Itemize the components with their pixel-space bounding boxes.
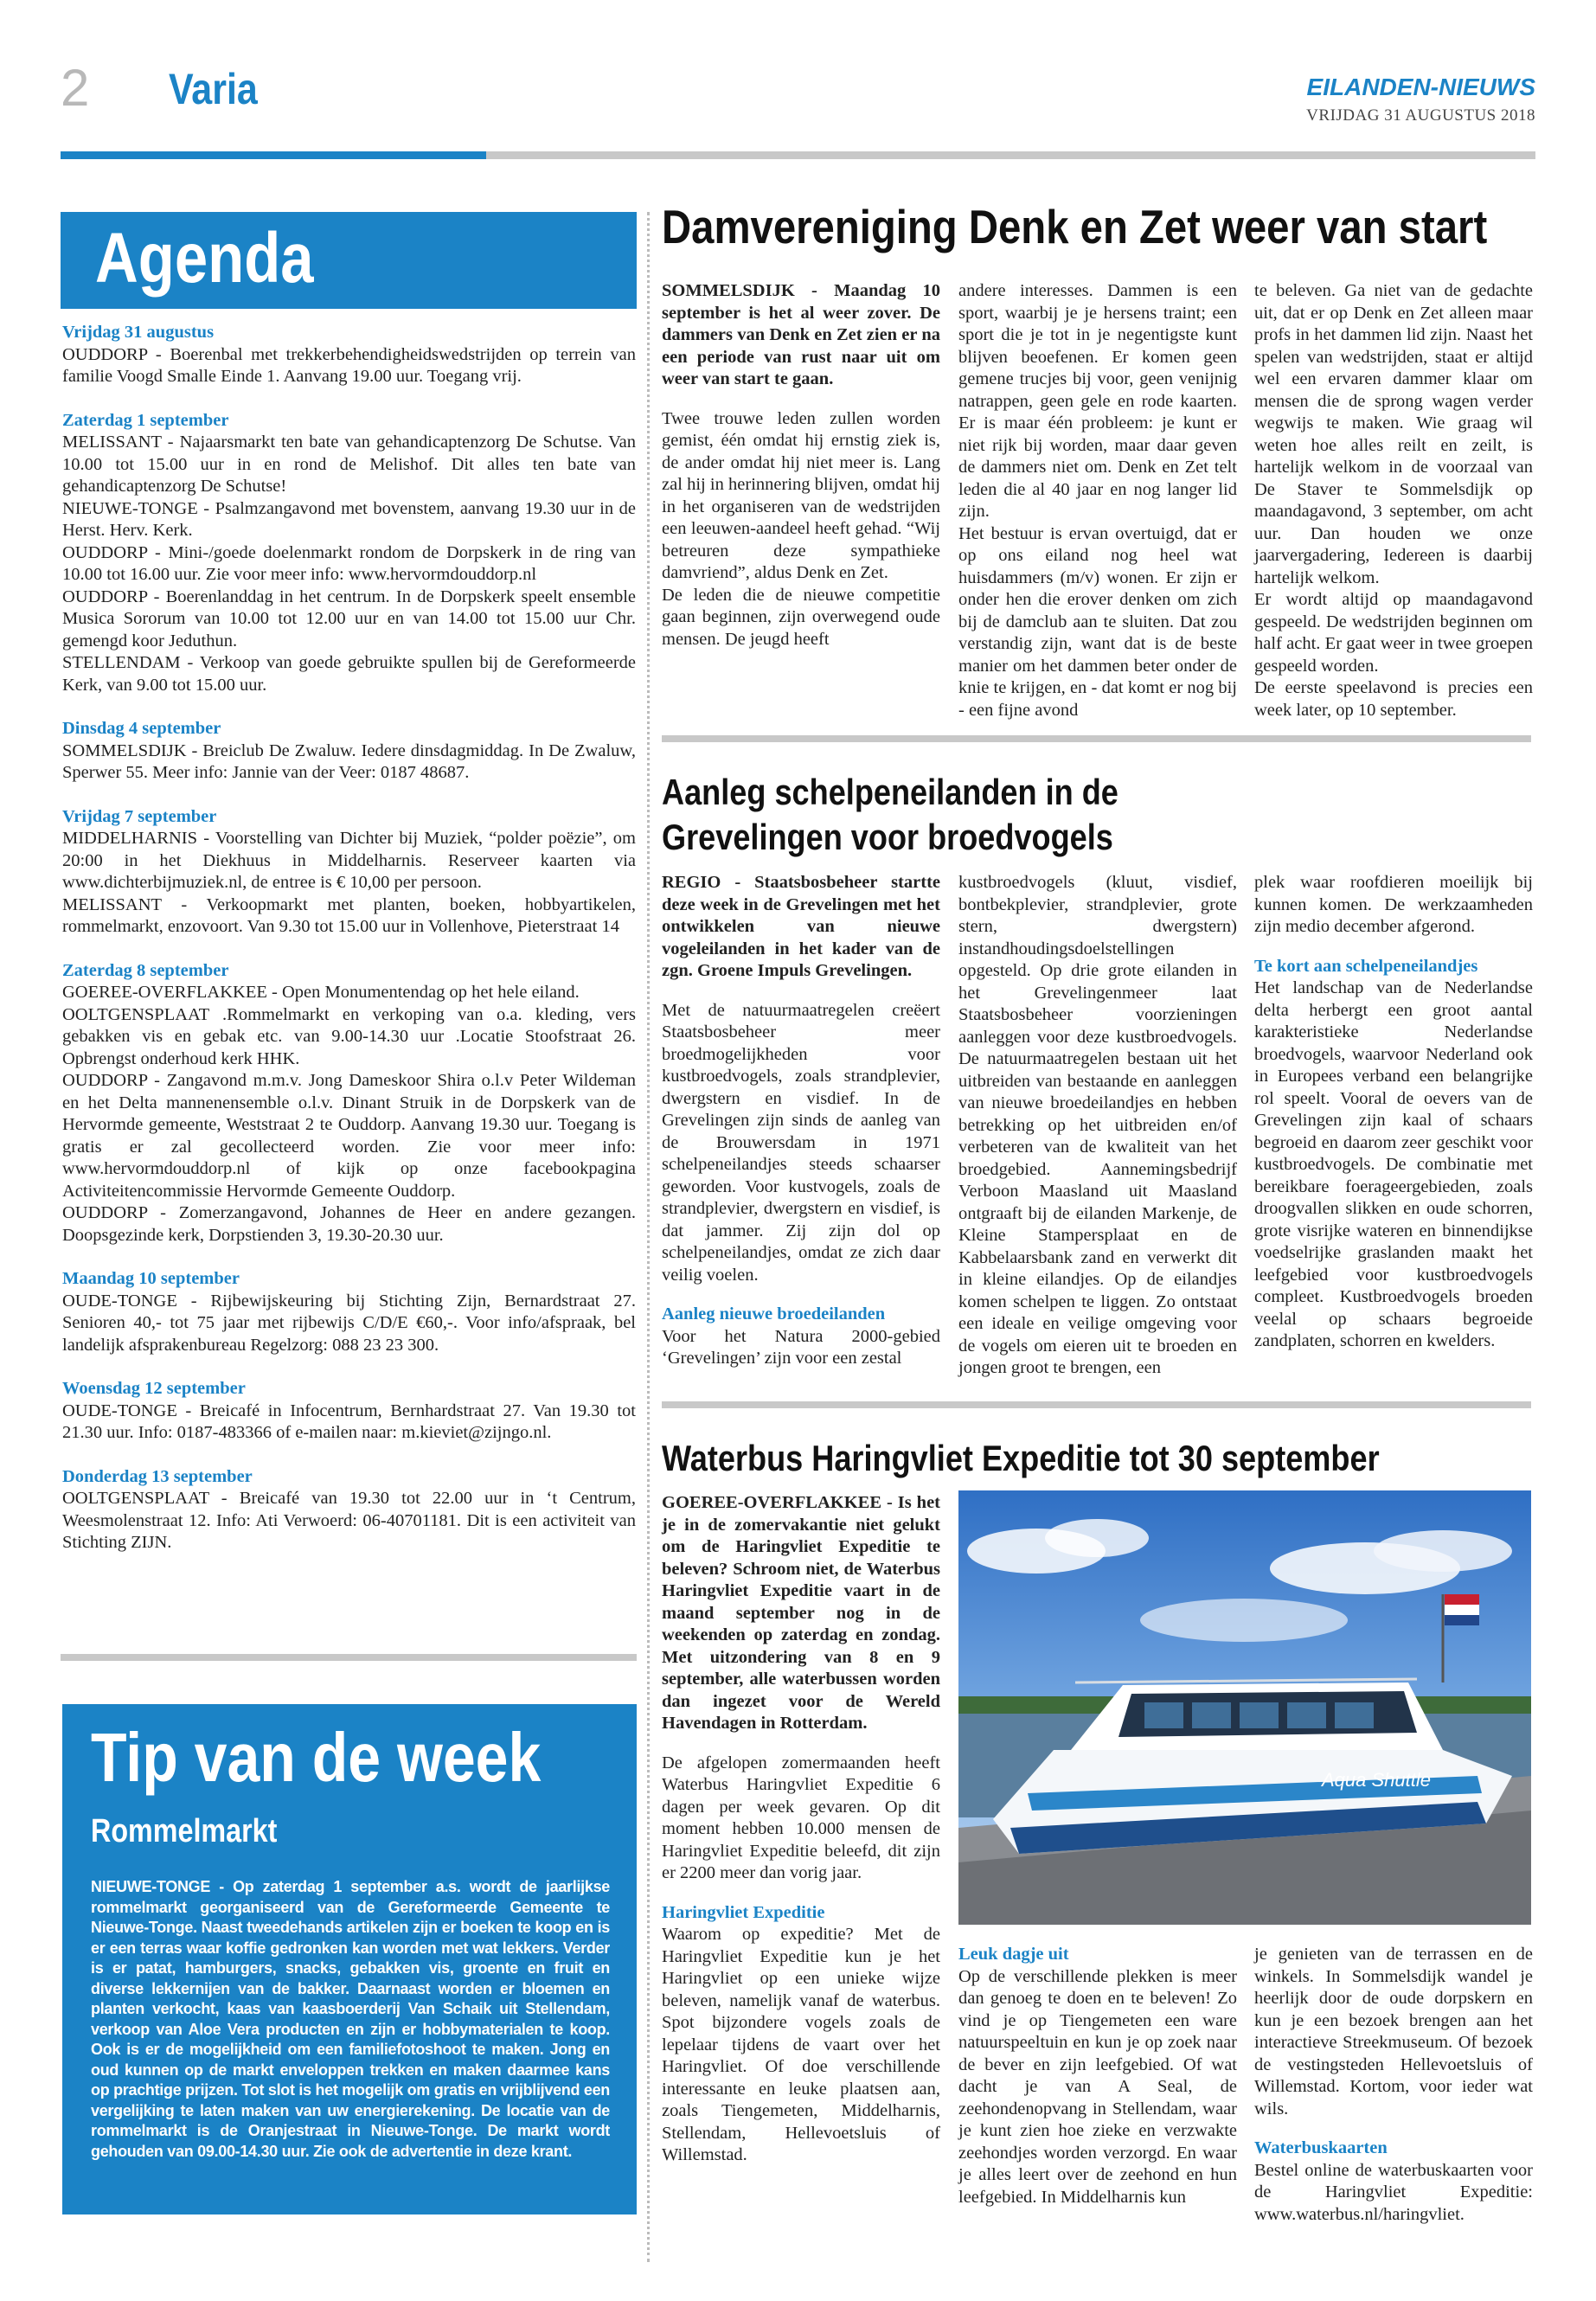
article2-col1 (662, 872, 940, 1370)
boat-name: Aqua Shuttle (1322, 1769, 1431, 1791)
article3-para: je genieten van de terrassen en de winkels. In Sommelsdijk wandel je heerlijk door de oude dorpskern en kun je een bezoek brengen aan het interactieve Streekmuseum. Of bezoek de vestingsteden Hellevoetsluis of Willemstad. Kortom, voor ieder wat wils. (1254, 1945, 1533, 2118)
masthead-logo: EILANDEN-NIEUWS (1306, 74, 1535, 100)
article1-headline: Damvereniging Denk en Zet weer van start (662, 200, 1488, 253)
article2-para: Met de natuurmaatregelen creëert Staatsbosbeheer meer broedmogelijkheden voor kustbroedvogels, zoals strandplevier, dwergstern en visdief. In de Grevelingen zijn sinds de aanleg van de Brouwersdam in 1971 schelpeneilandjes steeds schaarser geworden. Voor kustvogels, zoals de strandplevier, dwergstern en visdief, is dat jammer. Zij zijn dol op schelpeneilandjes, omdat ze zich daar veilig voelen. (662, 1000, 940, 1285)
article3-lead: GOEREE-OVERFLAKKEE - Is het je in de zomervakantie niet gelukt om de Haringvliet Expeditie te beleven? Schroom niet, de Waterbus Haringvliet Expeditie vaart in de maand september nog in de weekenden op zaterdag en zondag. Met uitzondering van 8 en 9 september, alle waterbussen worden dan ingezet voor de Wereld Havendagen in Rotterdam. (662, 1493, 940, 1733)
issue-date: VRIJDAG 31 AUGUSTUS 2018 (1306, 106, 1535, 125)
article2-col3 (1254, 872, 1533, 1353)
agenda-item: GOEREE-OVERFLAKKEE - Open Monumentendag op het hele eiland. (62, 983, 580, 1002)
agenda-list (62, 322, 636, 1554)
agenda-day-heading: Maandag 10 september (62, 1269, 240, 1288)
article1-lead: SOMMELSDIJK - Maandag 10 september is het al weer zover. De dammers van Denk en Zet zien er na een periode van rust naar uit om weer van start te gaan. (662, 281, 940, 388)
agenda-day-heading: Woensdag 12 september (62, 1379, 246, 1398)
article3-col1 (662, 1492, 940, 2167)
article3-subhead: Haringvliet Expeditie (662, 1902, 825, 1922)
agenda-item: MELISSANT - Verkoopmarkt met planten, boeken, hobbyartikelen, rommelmarkt, enzovoort. Van 9.30 tot 15.00 uur in Vollenhove, Pieterstraat 14 (62, 894, 636, 936)
agenda-item: OUDDORP - Boerenbal met trekkerbehendigheidswedstrijden op terrein van familie Voogd Smalle Einde 1. Aanvang 19.00 uur. Toegang vrij. (62, 344, 636, 386)
agenda-day-heading: Vrijdag 7 september (62, 806, 217, 826)
article1-para: Het bestuur is ervan overtuigd, dat er op ons eiland nog heel wat huisdammers (m/v) wonen. Er zijn er onder hen die erover denken om zich bij de damclub aan te sluiten. Dat zou verstandig zijn, want dat is de beste manier om het dammen beter onder de knie te krijgen, en - dat komt er nog bij - een fijne avond (958, 523, 1237, 720)
article3-para: Op de verschillende plekken is meer dan genoeg te doen en te beleven! Zo vind je op Tiengemeten een ware natuurspeeltuin en kun je op zoek naar de bever en zijn leefgebied. Of wat dacht je van A Seal, de zeehondenopvang in Stellendam, waar je kunt zien hoe zieke en verzwakte zeehondjes worden verzorgd. En waar je alles leert over de zeehond en hun leefgebied. In Middelharnis kun (958, 1966, 1237, 2207)
article2-para: kustbroedvogels (kluut, visdief, bontbekplevier, strandplevier, grote stern, dwergstern) instandhoudingsdoelstellingen opgesteld. Op drie grote eilanden in het Grevelingenmeer laat Staatsbosbeheer voorzieningen aanleggen voor deze kustbroedvogels. De natuurmaatregelen bestaan uit het uitbreiden van bestaande en aanleggen van nieuwe broedeilandjes en hebben betrekking op het uitbreiden en/of verbeteren van de kwaliteit van het broedgebied. Aannemingsbedrijf Verboon Maasland uit Maasland ontgraaft bij de eilanden Markenje, de Kleine Stampersplaat en de Kabbelaarsbank zand en verwerkt dit in kleine eilandjes. Op de eilandjes komen schelpen te liggen. Zo ontstaat een ideale en veilige omgeving voor de vogels om eieren uit te broeden en jongen groot te brengen, een (958, 873, 1237, 1377)
agenda-item: SOMMELSDIJK - Breiclub De Zwaluw. Iedere dinsdagmiddag. In De Zwaluw, Sperwer 55. Meer info: Jannie van der Veer: 0187 48687. (62, 740, 636, 782)
article2-headline: Aanleg schelpeneilanden in de Grevelingen voor broedvogels (662, 772, 1118, 857)
tip-text: NIEUWE-TONGE - Op zaterdag 1 september a.s. wordt de jaarlijkse rommelmarkt georganiseerd van de Gereformeerde Gemeente te Nieuwe-Tonge. Naast tweedehands artikelen zijn er boeken te koop en is er een terras waar koffie gedronken kan worden met wat lekkers. Verder is er patat, hamburgers, snacks, gebakken vis, groente en fruit en diverse lekkernijen van de bakker. Daarnaast worden er bloemen en planten verkocht, kaas van kaasboerderij Van Schaik uit Stellendam, verkoop van Aloe Vera producten en zijn er hobbymaterialen te koop. Ook is er de mogelijkheid om een familiefotoshoot te maken. Jong en oud kunnen op de markt enveloppen trekken en maken daarmee kans op prachtige prijzen. Tot slot is het mogelijk om gratis en vrijblijvend een vergelijking te laten maken van uw energierekening. De locatie van de rommelmarkt is de Oranjestraat in Nieuwe-Tonge. De markt wordt gehouden van 09.00-14.30 uur. Zie ook de advertentie in deze krant. (91, 1878, 610, 2160)
agenda-day-heading: Vrijdag 31 augustus (62, 323, 215, 342)
article2-col2 (958, 872, 1237, 1380)
agenda-day-heading: Zaterdag 8 september (62, 960, 229, 980)
article1-para: Er wordt altijd op maandagavond gespeeld. De wedstrijden beginnen om half acht. Er gaat weer in twee groepen gespeeld worden. (1254, 590, 1533, 676)
article3-para: De afgelopen zomermaanden heeft Waterbus Haringvliet Expeditie 6 dagen per week gevaren. Op dit moment hebben 10.000 mensen de Haringvliet Expeditie beleefd, dit zijn er 2200 meer dan vorig jaar. (662, 1753, 940, 1882)
article2-bottom-rule (662, 1401, 1531, 1408)
article2-para: plek waar roofdieren moeilijk bij kunnen komen. De werkzaamheden zijn medio december afgerond. (1254, 873, 1533, 936)
agenda-item: OUDE-TONGE - Breicafé in Infocentrum, Bernhardstraat 27. Van 19.30 tot 21.30 uur. Info: 0187-483366 of e-mailen naar: m.kieviet@zijngo.nl. (62, 1400, 636, 1442)
header-rule-accent (61, 151, 486, 159)
article3-para: Waarom op expeditie? Met de Haringvliet Expeditie kun je het Haringvliet op een unieke wijze beleven, namelijk vanaf de waterbus. Spot bijzondere vogels zoals de lepelaar tijdens de vaart over het Haringvliet. Of doe verschillende interessante en leuke plaatsen aan, zoals Tiengemeten, Middelharnis, Stellendam, Hellevoetsluis of Willemstad. (662, 1925, 940, 2164)
article3-col3 (1254, 1944, 1533, 2226)
agenda-item: OOLTGENSPLAAT - Breicafé van 19.30 tot 22.00 uur in ‘t Centrum, Weesmolenstraat 12. Info: Ati Verwoerd: 06-40701181. Dit is een activiteit van Stichting ZIJN. (62, 1489, 636, 1552)
article1-para: De leden die de nieuwe competitie gaan beginnen, zijn overwegend oude mensen. De jeugd heeft (662, 585, 940, 649)
agenda-item: MELISSANT - Najaarsmarkt ten bate van gehandicaptenzorg De Schutse. Van 10.00 tot 15.00 uur in en rond de Melishof. Dit alles ten bate van gehandicaptenzorg De Schutse! (62, 433, 636, 496)
column-separator (647, 212, 650, 2262)
article2-subhead: Te kort aan schelpeneilandjes (1254, 956, 1478, 976)
article1-col1 (662, 280, 940, 651)
article1-para: Twee trouwe leden zullen worden gemist, één omdat hij ernstig ziek is, de ander omdat hij niet meer is. Lang zal hij in herinnering blijven, omdat hij in het organiseren van de wedstrijden een leeuwen-aandeel heeft gehad. “Wij betreuren deze sympathieke damvriend”, aldus Denk en Zet. (662, 408, 940, 582)
agenda-day-heading: Dinsdag 4 september (62, 719, 221, 738)
agenda-item: OUDDORP - Zomerzangavond, Johannes de Heer en andere gezangen. Doopsgezinde kerk, Dorpstienden 3, 19.30-20.30 uur. (62, 1203, 636, 1245)
article3-para: Bestel online de waterbuskaarten voor de Haringvliet Expeditie: www.waterbus.nl/haringvliet. (1254, 2160, 1533, 2224)
article3-subhead: Leuk dagje uit (958, 1945, 1069, 1964)
agenda-item: OUDDORP - Boerenlanddag in het centrum. In de Dorpskerk speelt ensemble Musica Sororum van 10.00 tot 12.00 uur en van 14.00 tot 15.00 uur Chr. gemengd koor Jeduthun. (62, 586, 636, 651)
agenda-item: OUDDORP - Mini-/goede doelenmarkt rondom de Dorpskerk in de ring van 10.00 tot 16.00 uur. Zie voor meer info: www.hervormdouddorp.nl (62, 542, 636, 584)
waterbus-photo (958, 1490, 1531, 1925)
article2-subhead: Aanleg nieuwe broedeilanden (662, 1304, 886, 1324)
article3-col2 (958, 1944, 1237, 2208)
article1-col3 (1254, 280, 1533, 721)
page-number: 2 (61, 59, 90, 117)
agenda-day-heading: Zaterdag 1 september (62, 410, 229, 430)
agenda-item: STELLENDAM - Verkoop van goede gebruikte spullen bij de Gereformeerde Kerk, van 9.00 tot 15.00 uur. (62, 653, 636, 695)
article1-bottom-rule (662, 735, 1531, 742)
article1-para: andere interesses. Dammen is een sport, waarbij je je hersens traint; een sport die je tot in je negentigste kunt blijven beoefenen. Er komen geen gemene trucjes bij voor, geen venijnig natrappen, geen gele en rode kaarten. Er is maar één probleem: je kunt er niet rijk bij worden, maar daar geven de dammers niet om. Denk en Zet telt leden die al 40 jaar en nog langer lid zijn. (958, 281, 1237, 521)
agenda-item: OOLTGENSPLAAT .Rommelmarkt en verkoping van o.a. kleding, vers gebakken vis en gebak etc. van 9.00-14.30 uur .Locatie Stoofstraat 26. Opbrengst onderhoud kerk HHK. (62, 1004, 636, 1068)
agenda-day-heading: Donderdag 13 september (62, 1466, 253, 1486)
article2-lead: REGIO - Staatsbosbeheer startte deze week in de Grevelingen met het ontwikkelen van nieuwe vogeleilanden in het kader van de zgn. Groene Impuls Grevelingen. (662, 873, 940, 980)
section-title: Varia (169, 65, 258, 113)
article2-para: Het landschap van de Nederlandse delta herbergt een groot aantal karakteristieke Nederlandse broedvogels, waarvoor Nederland ook in Europees verband een belangrijke rol speelt. Vooral de oevers van de Grevelingen zijn kaal of schaars begroeid en daarom zeer geschikt voor kustbroedvogels. De combinatie met bereikbare foerageergebieden, zoals droogvallen slikken en oude schorren, grote visrijke wateren en binnendijkse voedselrijke graslanden maakt het leefgebied voor kustbroedvogels compleet. Kustbroedvogels broeden veelal op schaars begroeide zandplaten, schorren en kwelders. (1254, 978, 1533, 1350)
agenda-item: NIEUWE-TONGE - Psalmzangavond met bovenstem, aanvang 19.30 uur in de Herst. Herv. Kerk. (62, 498, 636, 540)
article1-col2 (958, 280, 1237, 721)
agenda-item: MIDDELHARNIS - Voorstelling van Dichter bij Muziek, “polder poëzie”, om 20:00 in het Diekhuus in Middelharnis. Reserveer kaarten via www.dichterbijmuziek.nl, de entree is € 10,00 per persoon. (62, 829, 636, 892)
agenda-bottom-rule (61, 1654, 637, 1661)
tip-subtitle: Rommelmarkt (91, 1813, 278, 1849)
article1-para: te beleven. Ga niet van de gedachte uit, dat er op Denk en Zet alleen maar profs in het dammen lid zijn. Naast het spelen van wedstrijden, staat er altijd wel een ervaren dammer klaar om mensen die de sprong wagen verder wegwijs te maken. Wie graag wil weten hoe alles reilt en zeilt, is hartelijk welkom in de voorzaal van De Staver te Sommelsdijk op maandagavond, 3 september, om acht uur. Dan houden we onze jaarvergadering, Iedereen is daarbij hartelijk welkom. (1254, 281, 1533, 587)
article2-para: Voor het Natura 2000-gebied ‘Grevelingen’ zijn voor een zestal (662, 1326, 940, 1368)
agenda-title: Agenda (95, 219, 314, 298)
article3-subhead: Waterbuskaarten (1254, 2138, 1388, 2157)
article1-para: De eerste speelavond is precies een week later, op 10 september. (1254, 678, 1533, 720)
tip-title: Tip van de week (91, 1719, 542, 1796)
agenda-item: OUDE-TONGE - Rijbewijskeuring bij Stichting Zijn, Bernardstraat 27. Senioren 40,- tot 75 jaar met rijbewijs C/D/E €60,-. Voor info/afspraak, bel landelijk afsprakenbureau Regelzorg: 088 23 23 300. (62, 1291, 636, 1355)
article3-headline: Waterbus Haringvliet Expeditie tot 30 september (662, 1438, 1380, 1478)
agenda-item: OUDDORP - Zangavond m.m.v. Jong Dameskoor Shira o.l.v Peter Wildeman en het Delta mannenensemble o.l.v. Dinant Struik in de Dorpskerk van de Hervormde gemeente, Weststraat 2 te Ouddorp. Aanvang 19.30 uur. Toegang is gratis er zal gecollecteerd worden. Zie voor meer info: www.hervormdouddorp.nl of kijk op onze facebookpagina Activiteitencommissie Hervormde Gemeente Ouddorp. (62, 1071, 636, 1201)
